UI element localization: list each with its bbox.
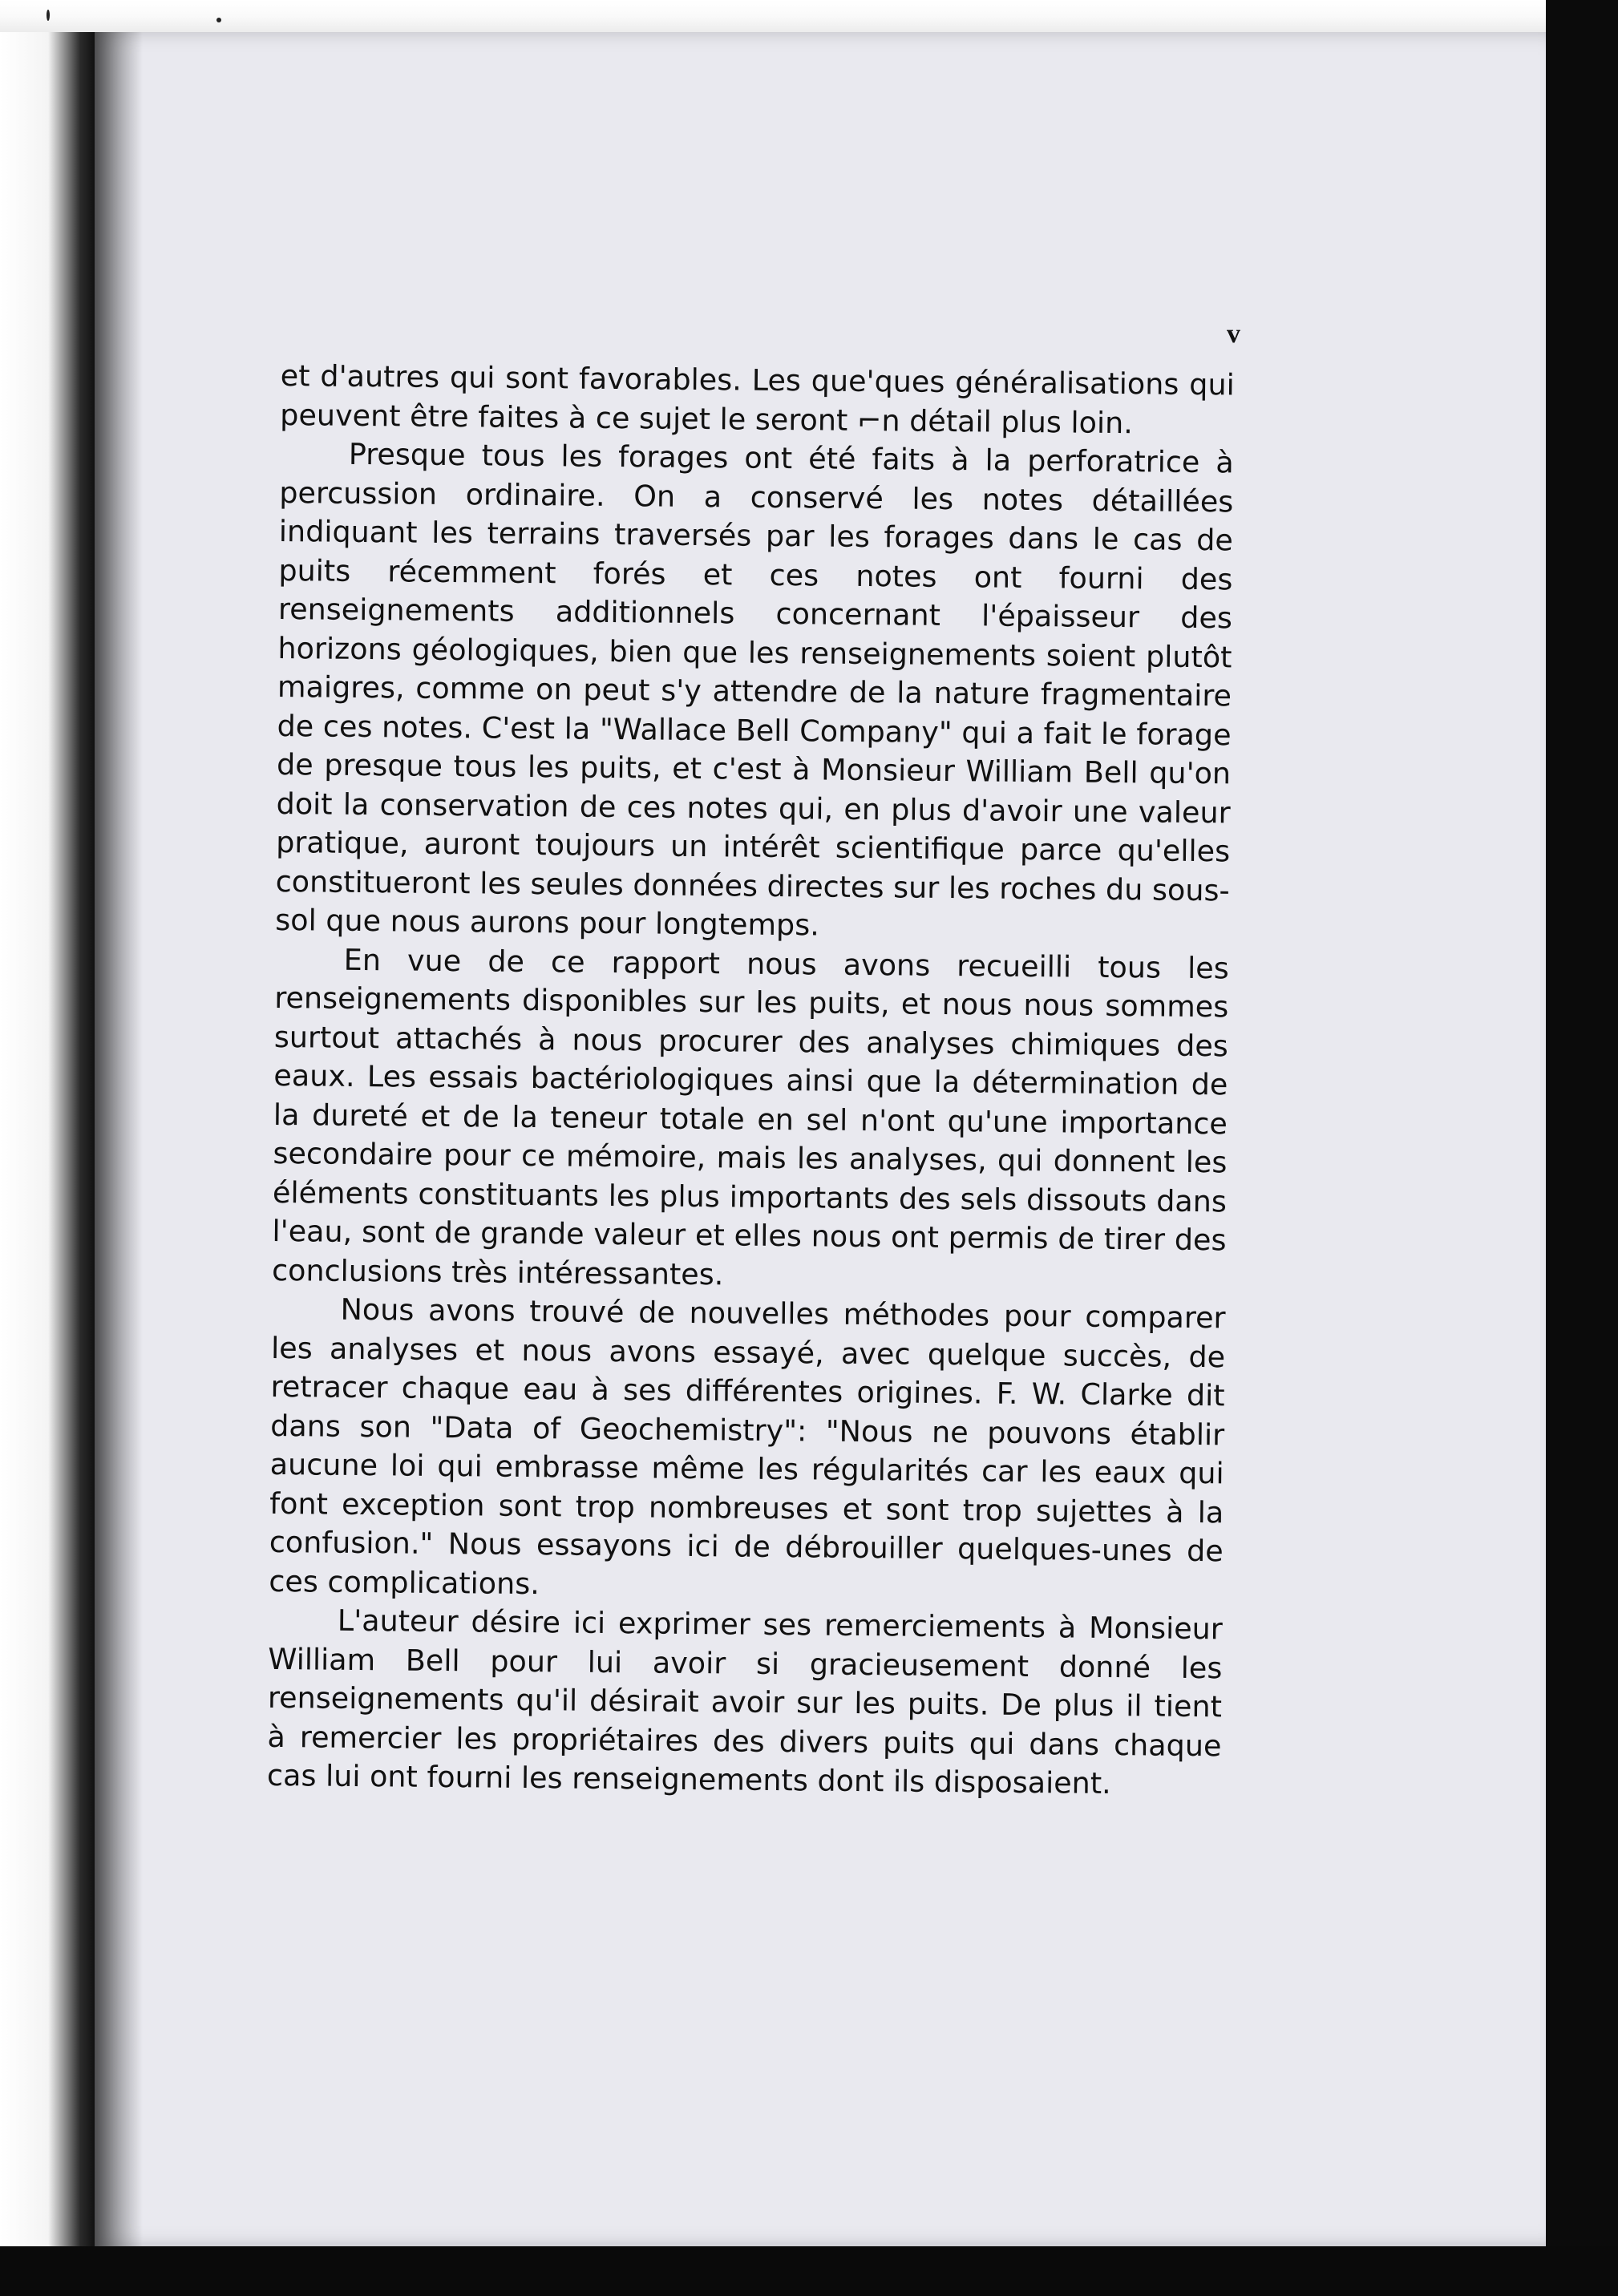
scan-speck	[216, 18, 221, 22]
paragraph-2: Presque tous les forages ont été faits à la perforatrice à percussion ordinaire. On a conservé les notes détaillées indiquant les terrains traversés par les forages dans le cas de puits récemment forés et ces notes ont fourni des renseignements additionnels concernant l'épaisseur des horizons géologiques, bien que les renseignements soient plutôt maigres, comme on peut s'y attendre de la nature fragmentaire de ces notes. C'est la "Wallace Bell Company" qui a fait le forage de presque tous les puits, et c'est à Monsieur William Bell qu'on doit la conservation de ces notes qui, en plus d'avoir une valeur pratique, auront toujours un intérêt scientifique parce qu'elles constitueront les seules données directes sur les roches du sous-sol que nous aurons pour longtemps.	[275, 436, 1234, 943]
page-number: v	[1227, 319, 1240, 349]
scan-border-right	[1546, 0, 1618, 2296]
scan-border-top	[0, 0, 1618, 32]
paragraph-3: En vue de ce rapport nous avons recueilli tous les renseignements disponibles sur les puits, et nous nous sommes surtout attachés à nous procurer des analyses chimiques des eaux. Les essais bactériologiques ainsi que la détermination de la dureté et de la teneur totale en sel n'ont qu'une importance secondaire pour ce mémoire, mais les analyses, qui donnent les éléments constituants les plus importants des sels dissouts dans l'eau, sont de grande valeur et elles nous ont permis de tirer des conclusions très intéressantes.	[271, 942, 1229, 1292]
scan-speck	[47, 10, 50, 21]
binding-shadow	[95, 32, 143, 2246]
body-text	[267, 357, 1235, 1805]
paragraph-1: et d'autres qui sont favorables. Les que'ques généralisations qui peuvent être faites à ce sujet le seront ⌐n détail plus loin.	[280, 358, 1235, 440]
paragraph-4: Nous avons trouvé de nouvelles méthodes pour comparer les analyses et nous avons essayé, avec quelque succès, de retracer chaque eau à ses différentes origines. F. W. Clarke dit dans son "Data of Geochemistry": "Nous ne pouvons établir aucune loi qui embrasse même les régularités car les eaux qui font exception sont trop nombreuses et sont trop sujettes à la confusion." Nous essayons ici de débrouiller quelques-unes de ces complications.	[269, 1292, 1226, 1601]
scan-border-left	[0, 0, 95, 2296]
paragraph-5: L'auteur désire ici exprimer ses remerciements à Monsieur William Bell pour lui avoir si gracieusement donné les renseignements qu'il désirait avoir sur les puits. De plus il tient à remercier les propriétaires des divers puits qui dans chaque cas lui ont fourni les renseignements dont ils disposaient.	[266, 1603, 1224, 1801]
scan-border-bottom	[0, 2246, 1618, 2296]
